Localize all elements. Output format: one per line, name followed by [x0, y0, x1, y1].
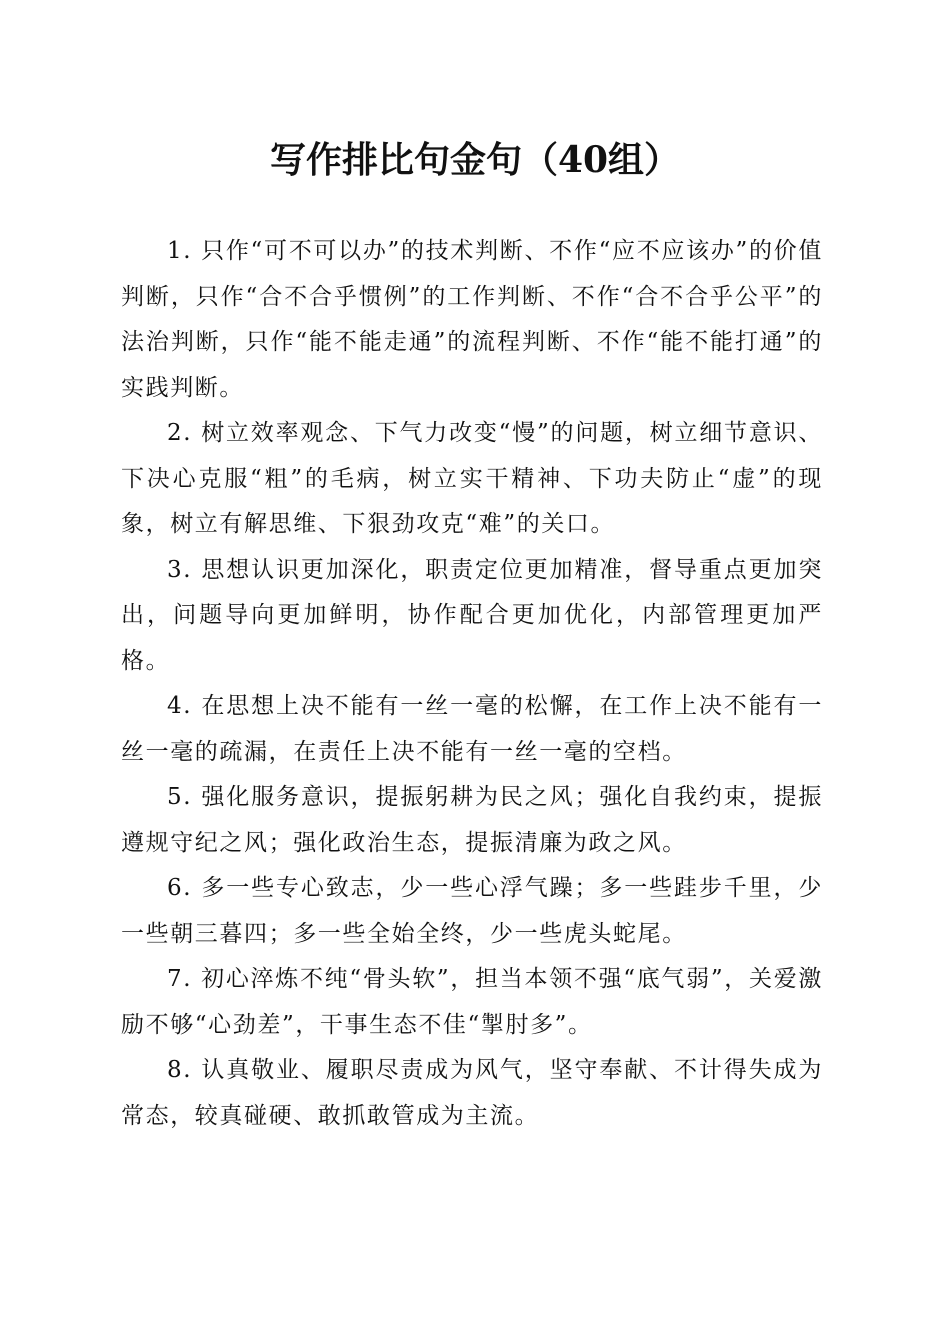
paragraph-4: 4. 在思想上决不能有一丝一毫的松懈，在工作上决不能有一丝一毫的疏漏，在责任上决不能有一丝一毫的空档。 [121, 693, 823, 765]
paragraph-6: 6. 多一些专心致志，少一些心浮气躁；多一些跬步千里，少一些朝三暮四；多一些全始全终，少一些虎头蛇尾。 [121, 875, 823, 947]
document-body [121, 229, 823, 1139]
paragraph-1: 1. 只作“可不可以办”的技术判断、不作“应不应该办”的价值判断，只作“合不合乎惯例”的工作判断、不作“合不合乎公平”的法治判断，只作“能不能走通”的流程判断、不作“能不能打通”的实践判断。 [121, 238, 823, 401]
document-title: 写作排比句金句（40组） [269, 139, 681, 181]
paragraph-3: 3. 思想认识更加深化，职责定位更加精准，督导重点更加突出，问题导向更加鲜明，协作配合更加优化，内部管理更加严格。 [121, 556, 823, 674]
paragraph-8: 8. 认真敬业、履职尽责成为风气，坚守奉献、不计得失成为常态，较真碰硬、敢抓敢管成为主流。 [121, 1057, 823, 1129]
paragraph-2: 2. 树立效率观念、下气力改变“慢”的问题，树立细节意识、下决心克服“粗”的毛病，树立实干精神、下功夫防止“虚”的现象，树立有解思维、下狠劲攻克“难”的关口。 [121, 420, 823, 537]
paragraph-5: 5. 强化服务意识，提振躬耕为民之风；强化自我约束，提振遵规守纪之风；强化政治生态，提振清廉为政之风。 [121, 784, 823, 856]
paragraph-7: 7. 初心淬炼不纯“骨头软”，担当本领不强“底气弱”，关爱激励不够“心劲差”，干事生态不佳“掣肘多”。 [121, 966, 823, 1038]
